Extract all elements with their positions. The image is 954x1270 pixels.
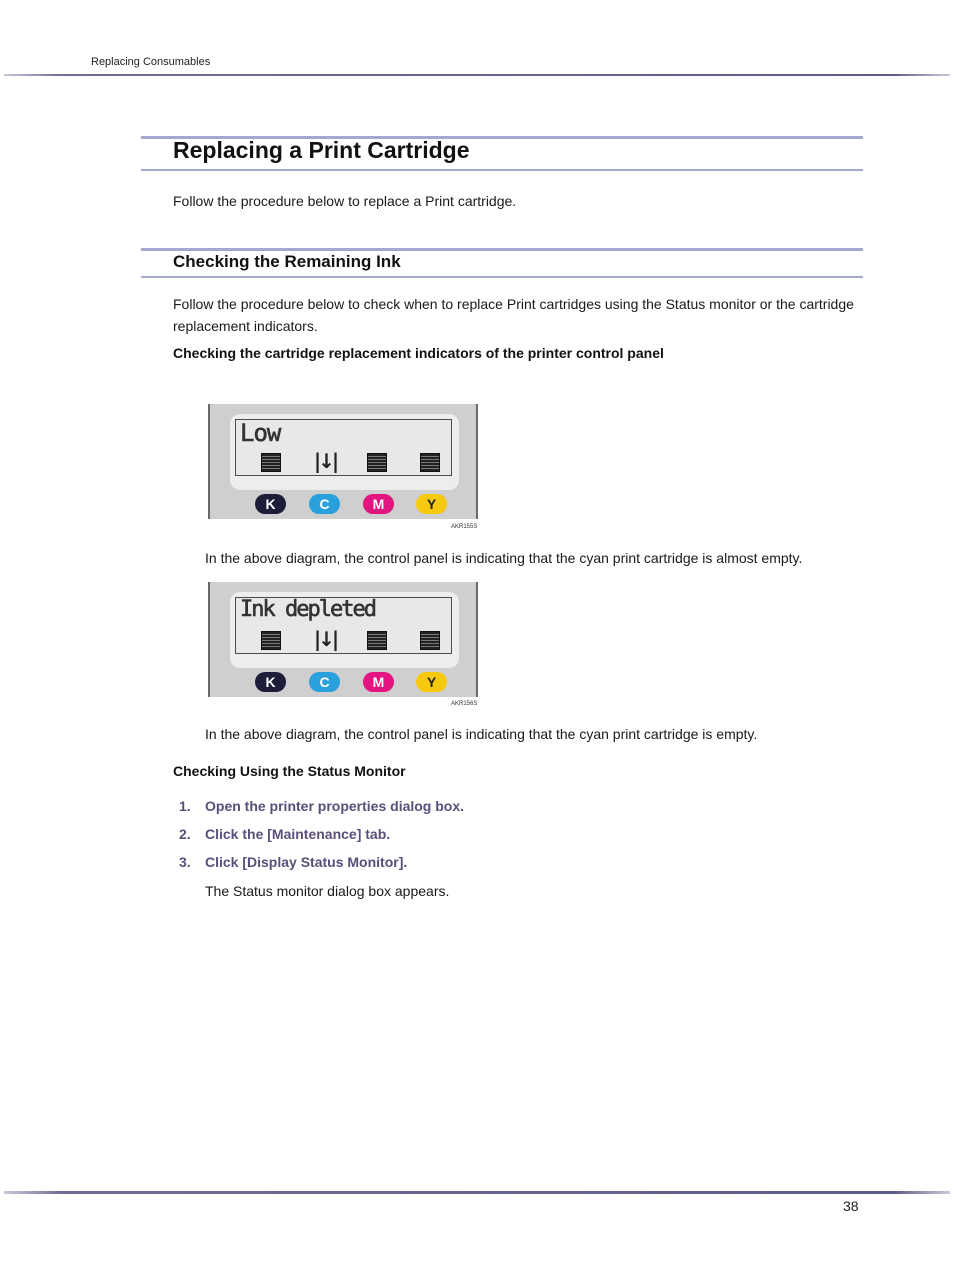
- step-text: Click the [Maintenance] tab.: [205, 826, 391, 842]
- step-number: 1.: [179, 798, 191, 814]
- control-panel-figure-low: [208, 404, 478, 519]
- step-number: 3.: [179, 854, 191, 870]
- magenta-key-badge: M: [363, 494, 394, 514]
- magenta-cartridge-level-icon: [367, 631, 387, 650]
- control-panel-figure-depleted: [208, 582, 478, 697]
- figure-caption: In the above diagram, the control panel is indicating that the cyan print cartridge is empty.: [205, 726, 758, 742]
- black-cartridge-level-icon: [261, 453, 281, 472]
- step-text: Click [Display Status Monitor].: [205, 854, 408, 870]
- cyan-low-indicator-icon: |↓|: [313, 449, 337, 473]
- lcd-screen: [235, 419, 452, 476]
- status-monitor-heading: Checking Using the Status Monitor: [173, 763, 406, 779]
- page-number: 38: [843, 1198, 859, 1214]
- step-result: The Status monitor dialog box appears.: [205, 883, 450, 899]
- subsection-title: Checking the Remaining Ink: [173, 252, 401, 271]
- indicators-heading: Checking the cartridge replacement indicators of the printer control panel: [173, 345, 664, 361]
- yellow-key-badge: Y: [416, 672, 447, 692]
- magenta-key-badge: M: [363, 672, 394, 692]
- lcd-screen: [235, 597, 452, 654]
- magenta-cartridge-level-icon: [367, 453, 387, 472]
- section-title: Replacing a Print Cartridge: [173, 137, 470, 163]
- header-rule: [4, 74, 950, 76]
- figure-code: AKR155S: [451, 524, 478, 530]
- yellow-cartridge-level-icon: [420, 631, 440, 650]
- yellow-key-badge: Y: [416, 494, 447, 514]
- lcd-message: Low: [240, 419, 281, 447]
- step-text: Open the printer properties dialog box.: [205, 798, 465, 814]
- running-head: Replacing Consumables: [91, 56, 211, 68]
- section-intro: Follow the procedure below to replace a Print cartridge.: [173, 193, 517, 209]
- lcd-message: Ink depleted: [240, 597, 375, 622]
- black-key-badge: K: [255, 672, 286, 692]
- cyan-empty-indicator-icon: |↓|: [313, 627, 337, 651]
- cyan-key-badge: C: [309, 672, 340, 692]
- yellow-cartridge-level-icon: [420, 453, 440, 472]
- figure-caption: In the above diagram, the control panel is indicating that the cyan print cartridge is almost empty.: [205, 550, 803, 566]
- footer-rule: [4, 1191, 950, 1194]
- panel-display-bezel: [230, 414, 459, 490]
- subsection-intro-line1: Follow the procedure below to check when to replace Print cartridges using the Status monitor or the cartridge: [173, 296, 854, 312]
- black-key-badge: K: [255, 494, 286, 514]
- figure-code: AKR156S: [451, 701, 478, 707]
- black-cartridge-level-icon: [261, 631, 281, 650]
- step-number: 2.: [179, 826, 191, 842]
- cyan-key-badge: C: [309, 494, 340, 514]
- panel-display-bezel: [230, 592, 459, 668]
- subsection-intro-line2: replacement indicators.: [173, 318, 318, 334]
